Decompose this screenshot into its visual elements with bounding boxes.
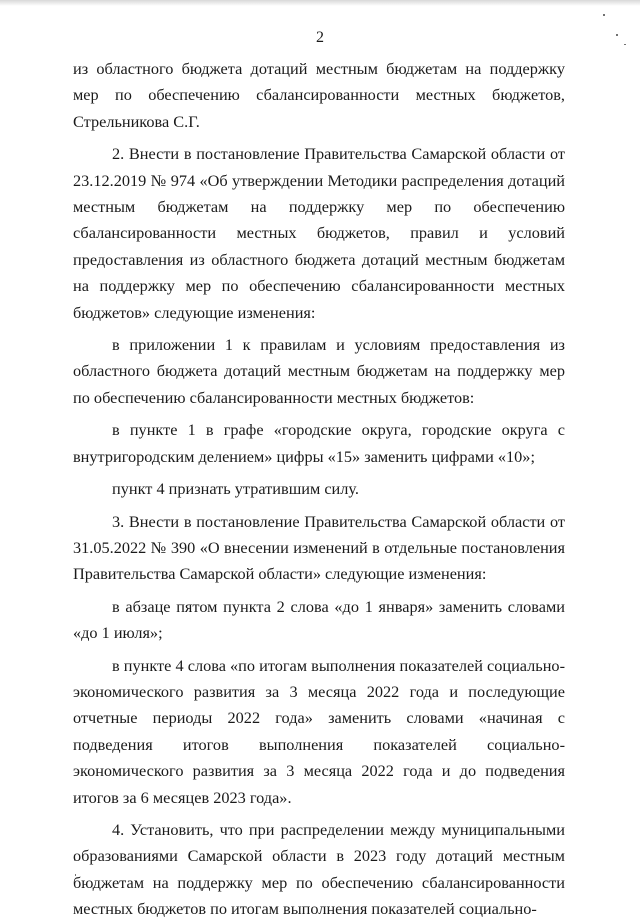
page-number: 2 (316, 29, 324, 46)
paragraph: в пункте 1 в графе «городские округа, городские округа с внутригородским делением» цифры «15» заменить цифрами «10»; (73, 420, 565, 466)
paragraph: 4. Установить, что при распределении между муниципальными образованиями Самарской области в 2023 году дотаций местным бюджетам на поддержку мер по обеспечению сбалансированности местных бюджетов по итогам выполнения показателей социально- (73, 819, 565, 919)
paragraph: 2. Внести в постановление Правительства Самарской области от 23.12.2019 № 974 «Об утверждении Методики распределения дотаций местным бюджетам на поддержку мер по обеспечению сбалансированности местных бюджетов, правил и условий предоставления из областного бюджета дотаций местным бюджетам на поддержку мер по обеспечению сбалансированности местных бюджетов» следующие изменения: (73, 144, 565, 322)
paragraph: в абзаце пятом пункта 2 слова «до 1 января» заменить словами «до 1 июля»; (73, 596, 565, 643)
paragraph: 3. Внести в постановление Правительства Самарской области от 31.05.2022 № 390 «О внесении изменений в отдельные постановления Правительства Самарской области» следующие изменения: (73, 511, 565, 584)
paragraph: в приложении 1 к правилам и условиям предоставления из областного бюджета дотаций местным бюджетам на поддержку мер по обеспечению сбалансированности местных бюджетов: (73, 335, 565, 407)
paragraph: пункт 4 признать утратившим силу. (112, 479, 359, 499)
paragraph: из областного бюджета дотаций местным бюджетам на поддержку мер по обеспечению сбалансированности местных бюджетов, Стрельникова С.Г. (73, 59, 565, 131)
paragraph: в пункте 4 слова «по итогам выполнения показателей социально-экономического развития за 3 месяца 2022 года и последующие отчетные периоды 2022 года» заменить словами «начиная с подведения итогов выполнения показателей социально-экономического развития за 3 месяца 2022 года и до подведения итогов за 6 месяцев 2023 года». (73, 655, 565, 807)
scan-speck (603, 14, 605, 16)
scan-edge (0, 0, 640, 6)
document-body (73, 56, 565, 923)
